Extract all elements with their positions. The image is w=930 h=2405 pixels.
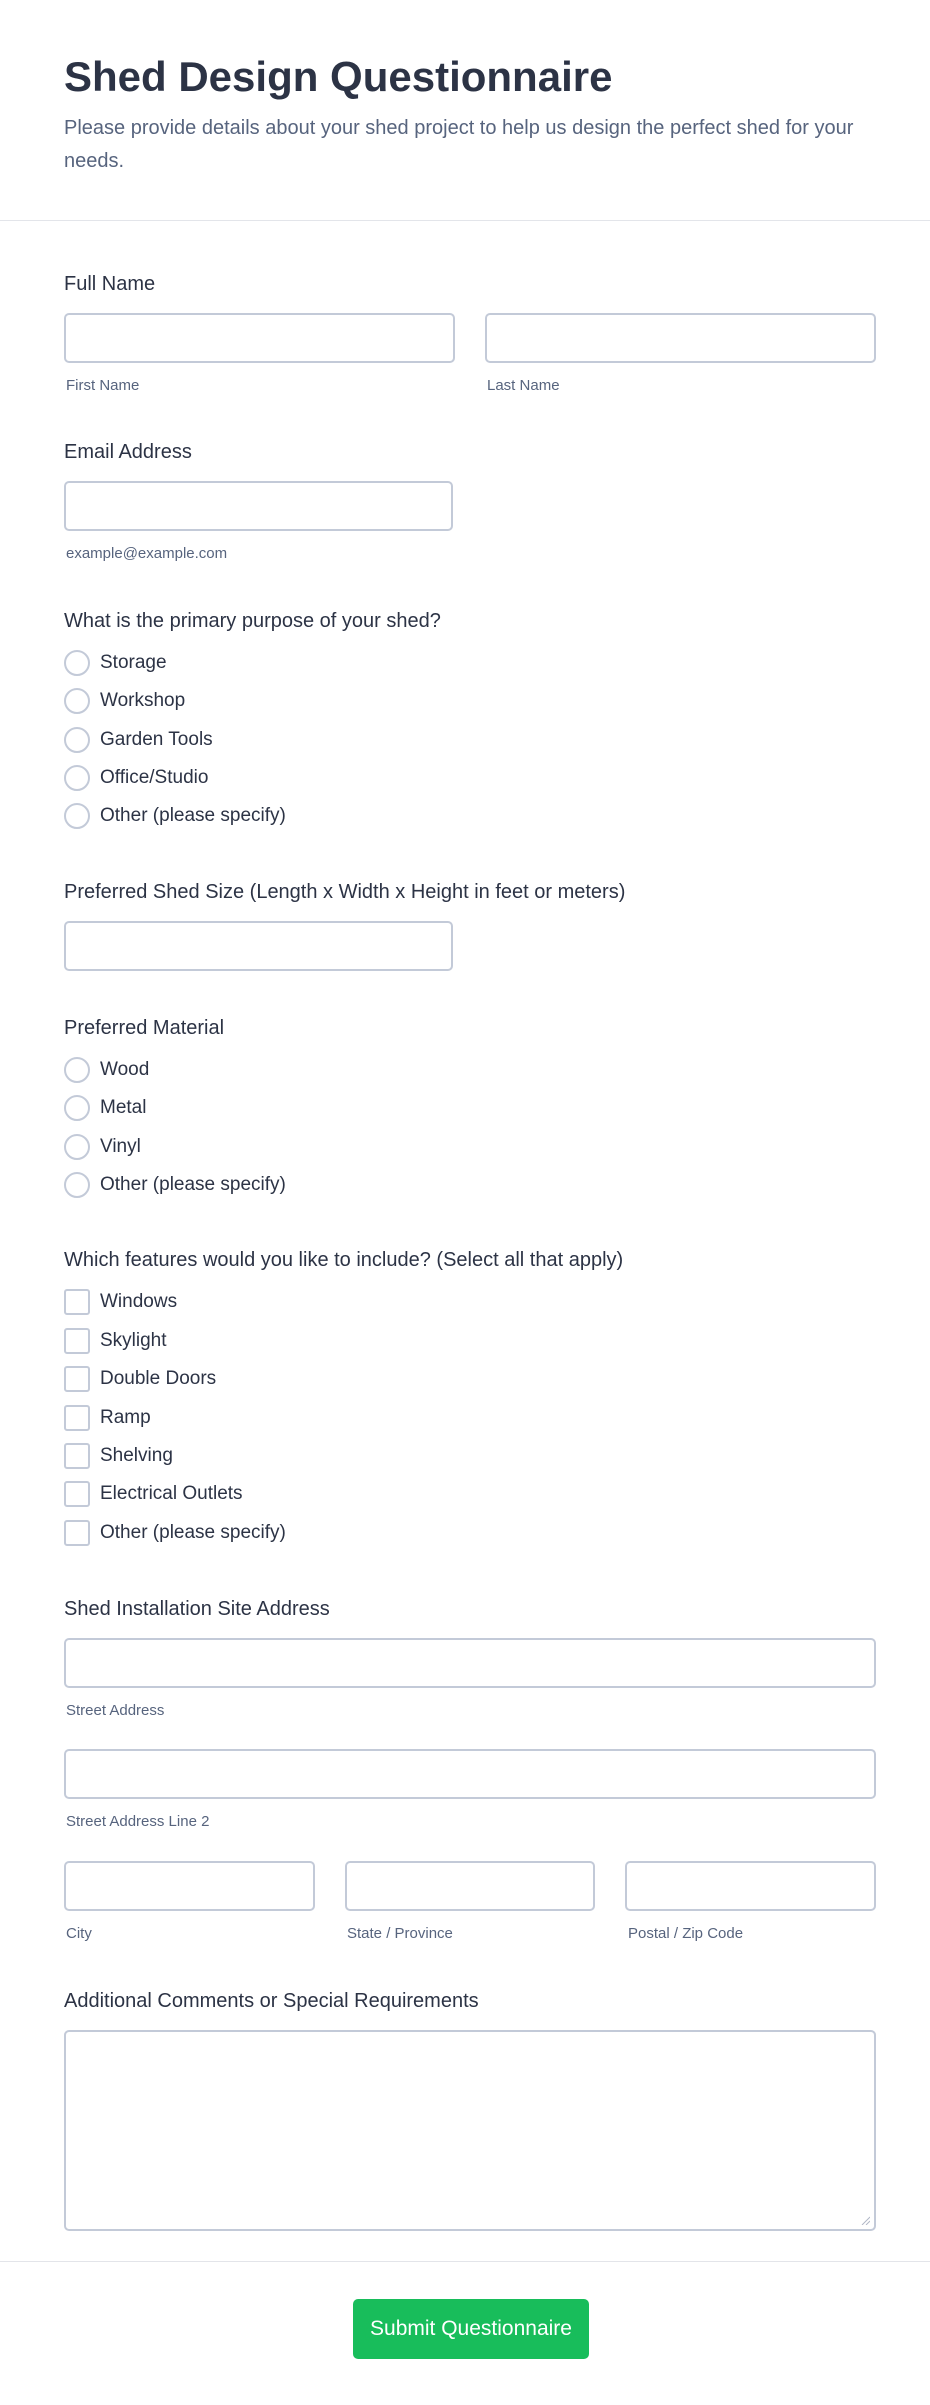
purpose-label <box>64 609 441 633</box>
email-label <box>64 440 192 464</box>
option-label: Ramp <box>100 1407 151 1428</box>
feature-option-windows[interactable] <box>64 1288 177 1316</box>
option-label: Garden Tools <box>100 729 213 750</box>
option-label: Electrical Outlets <box>100 1483 243 1504</box>
address-label <box>64 1597 330 1621</box>
radio-button[interactable] <box>64 1057 90 1083</box>
checkbox[interactable] <box>64 1443 90 1469</box>
material-option-metal[interactable] <box>64 1094 146 1122</box>
resize-grip-icon[interactable] <box>860 2215 870 2225</box>
street-address-line2-sublabel: Street Address Line 2 <box>66 1813 210 1830</box>
features-label-text: Which features would you like to include? (Select all that apply) <box>64 1249 624 1271</box>
radio-button[interactable] <box>64 688 90 714</box>
material-option-other[interactable] <box>64 1171 286 1199</box>
street-address-input[interactable] <box>64 1638 876 1688</box>
material-option-wood[interactable] <box>64 1056 149 1084</box>
option-label: Vinyl <box>100 1136 141 1157</box>
street-address-sublabel: Street Address <box>66 1702 165 1719</box>
form-header <box>0 0 930 221</box>
option-label: Windows <box>100 1291 178 1312</box>
material-option-vinyl[interactable] <box>64 1133 141 1161</box>
full-name-label <box>64 272 155 296</box>
submit-button[interactable]: Submit Questionnaire <box>353 2299 589 2359</box>
address-label-text: Shed Installation Site Address <box>64 1598 330 1620</box>
checkbox[interactable] <box>64 1366 90 1392</box>
comments-textarea[interactable] <box>64 2030 876 2231</box>
radio-button[interactable] <box>64 650 90 676</box>
postal-zip-sublabel: Postal / Zip Code <box>628 1925 744 1942</box>
feature-option-skylight[interactable] <box>64 1327 167 1355</box>
radio-button[interactable] <box>64 1134 90 1160</box>
checkbox[interactable] <box>64 1328 90 1354</box>
page-description: Please provide details about your shed project to help us design the perfect shed for your needs. <box>64 117 854 172</box>
radio-button[interactable] <box>64 1095 90 1121</box>
street-address-line2-input[interactable] <box>64 1749 876 1799</box>
comments-label-text: Additional Comments or Special Requirements <box>64 1990 479 2012</box>
purpose-option-storage[interactable] <box>64 649 167 677</box>
email-label-text: Email Address <box>64 441 192 463</box>
feature-option-double-doors[interactable] <box>64 1365 216 1393</box>
page-title: Shed Design Questionnaire <box>64 53 613 100</box>
footer-divider <box>0 2261 930 2262</box>
purpose-option-garden-tools[interactable] <box>64 726 213 754</box>
last-name-input[interactable] <box>485 313 876 363</box>
option-label: Storage <box>100 652 167 673</box>
last-name-sublabel: Last Name <box>487 377 560 394</box>
city-sublabel: City <box>66 1925 92 1942</box>
first-name-input[interactable] <box>64 313 455 363</box>
shed-size-input[interactable] <box>64 921 453 971</box>
features-label <box>64 1248 623 1272</box>
email-input[interactable] <box>64 481 453 531</box>
first-name-sublabel: First Name <box>66 377 140 394</box>
material-label-text: Preferred Material <box>64 1017 225 1039</box>
checkbox[interactable] <box>64 1289 90 1315</box>
option-label: Other (please specify) <box>100 1522 286 1543</box>
option-label: Shelving <box>100 1445 173 1466</box>
email-sublabel: example@example.com <box>66 545 228 562</box>
option-label: Skylight <box>100 1330 167 1351</box>
option-label: Other (please specify) <box>100 1174 286 1195</box>
feature-option-other[interactable] <box>64 1519 286 1547</box>
feature-option-ramp[interactable] <box>64 1404 151 1432</box>
checkbox[interactable] <box>64 1520 90 1546</box>
postal-zip-input[interactable] <box>625 1861 876 1911</box>
radio-button[interactable] <box>64 727 90 753</box>
city-input[interactable] <box>64 1861 315 1911</box>
state-province-input[interactable] <box>345 1861 595 1911</box>
purpose-label-text: What is the primary purpose of your shed? <box>64 610 441 632</box>
purpose-option-workshop[interactable] <box>64 687 185 715</box>
option-label: Other (please specify) <box>100 805 286 826</box>
size-label <box>64 880 625 904</box>
purpose-option-other[interactable] <box>64 802 286 830</box>
radio-button[interactable] <box>64 765 90 791</box>
checkbox[interactable] <box>64 1405 90 1431</box>
checkbox[interactable] <box>64 1481 90 1507</box>
feature-option-electrical-outlets[interactable] <box>64 1480 243 1508</box>
radio-button[interactable] <box>64 1172 90 1198</box>
comments-label <box>64 1989 479 2013</box>
feature-option-shelving[interactable] <box>64 1442 173 1470</box>
option-label: Double Doors <box>100 1368 217 1389</box>
full-name-label-text: Full Name <box>64 273 156 295</box>
state-province-sublabel: State / Province <box>347 1925 453 1942</box>
option-label: Office/Studio <box>100 767 209 788</box>
radio-button[interactable] <box>64 803 90 829</box>
size-label-text: Preferred Shed Size (Length x Width x Height in feet or meters) <box>64 881 626 903</box>
purpose-option-office-studio[interactable] <box>64 764 208 792</box>
option-label: Workshop <box>100 690 186 711</box>
material-label <box>64 1016 224 1040</box>
option-label: Metal <box>100 1097 147 1118</box>
option-label: Wood <box>100 1059 150 1080</box>
